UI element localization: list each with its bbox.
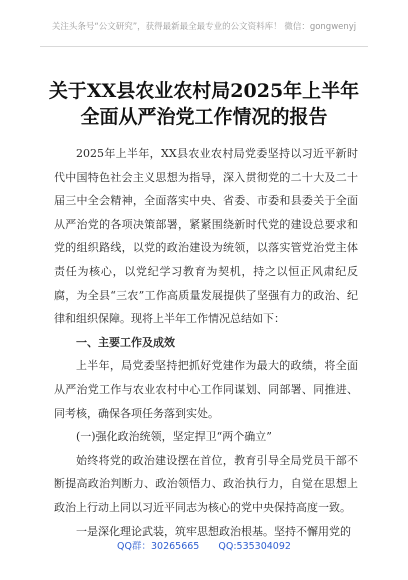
footer-contact [0,538,408,552]
paragraph-section-1: 上半年，局党委坚持把抓好党建作为最大的政绩，将全面从严治党工作与农业农村中心工作同谋划、同部署、同推进、同考核，确保各项任务落到实处。 [54,359,358,420]
paragraph-subsection-1: 始终将党的政治建设摆在首位，教育引导全局党员干部不断提高政治判断力、政治领悟力、政治执行力，自觉在思想上政治上行动上同以习近平同志为核心的党中央保持高度一致。 [54,453,358,514]
paragraph-point-1: 一是深化理论武装，筑牢思想政治根基。坚持不懈用党的 [76,524,351,538]
title-line-1: 关于XX县农业农村局2025年上半年 [48,80,360,102]
qq-text: QQ:535304092 [218,541,291,552]
paragraph-intro: 2025年上半年，XX县农业农村局党委坚持以习近平新时代中国特色社会主义思想为指导，深入贯彻党的二十大及二十届三中全会精神，全面落实中央、省委、市委和县委关于全面从严治党的各项决策部署，紧紧围绕新时代党的建设总要求和党的组织路线，以党的政治建设为统领，以落实管党治党主体责任为核心，以党纪学习教育为契机，持之以恒正风肃纪反腐，为全县“三农”工作高质量发展提供了坚强有力的政治、纪律和组织保障。现将上半年工作情况总结如下： [54,147,358,326]
header-divider [40,46,368,47]
title-line-2: 全面从严治党工作情况的报告 [80,106,328,128]
section-heading-1: 一、主要工作及成效 [76,335,175,349]
header-note: 关注头条号“公文研究”，获得最新最全最专业的公文资料库！ 微信：gongwenyj [51,22,357,32]
document-title [0,78,408,130]
subsection-heading-1: (一)强化政治统领，坚定捍卫“两个确立” [76,430,272,444]
document-body [54,142,358,543]
qq-group-text: QQ群：30265665 [117,541,200,552]
